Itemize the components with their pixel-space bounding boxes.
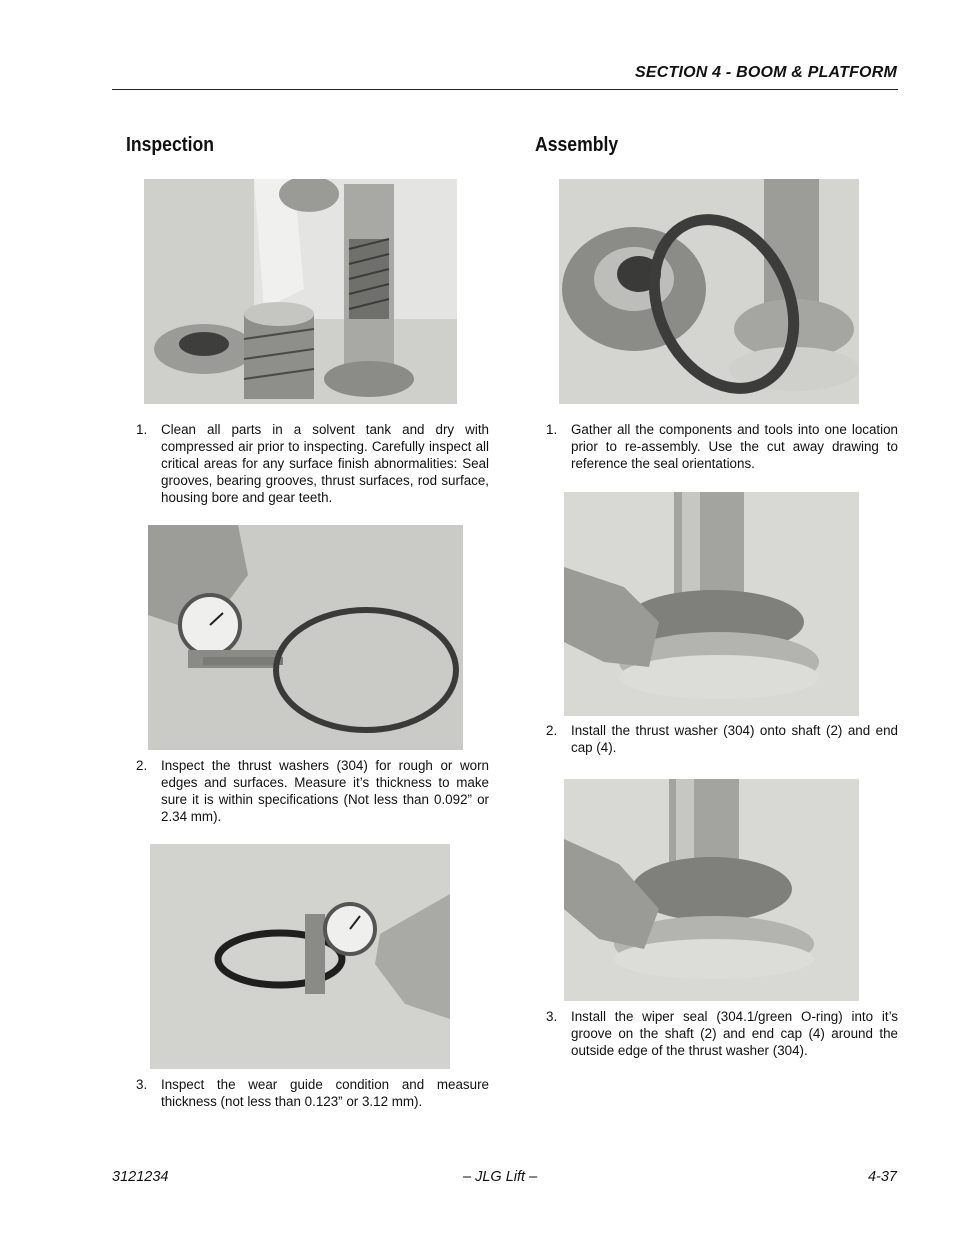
step-text: Inspect the wear guide condition and measure thickness (not less than 0.123” or 3.12 mm). bbox=[161, 1077, 489, 1109]
step-text: Gather all the components and tools into one location prior to re-assembly. Use the cut away drawing to reference the seal orientations. bbox=[571, 422, 898, 471]
step-text: Inspect the thrust washers (304) for rough or worn edges and surfaces. Measure it’s thickness to make sure it is within specifications (Not less than 0.092” or 2.34 mm). bbox=[161, 758, 489, 824]
photo-assembly-components bbox=[559, 179, 859, 404]
photo-measuring-thrust-washer bbox=[148, 525, 463, 750]
step-number: 2. bbox=[136, 758, 148, 773]
photo-install-thrust-washer bbox=[564, 492, 859, 716]
inspection-step-1 bbox=[136, 421, 489, 506]
footer-doc-number: 3121234 bbox=[112, 1169, 169, 1185]
assembly-heading: Assembly bbox=[535, 134, 619, 156]
step-text: Clean all parts in a solvent tank and dry with compressed air prior to inspecting. Carefully inspect all critical areas for any surface finish abnormalities: Seal grooves, bearing grooves, thrust surfaces, rod surface, housing bore and gear teeth. bbox=[161, 422, 489, 505]
inspection-heading: Inspection bbox=[126, 134, 215, 156]
photo-shaft-components bbox=[144, 179, 457, 404]
header-rule bbox=[112, 89, 898, 90]
step-number: 2. bbox=[546, 723, 558, 738]
assembly-step-3 bbox=[546, 1008, 898, 1059]
section-title: SECTION 4 - BOOM & PLATFORM bbox=[635, 64, 897, 81]
footer-page-number: 4-37 bbox=[867, 1169, 897, 1185]
inspection-step-3 bbox=[136, 1076, 489, 1110]
step-number: 1. bbox=[136, 422, 148, 437]
step-number: 3. bbox=[546, 1009, 558, 1024]
photo-install-wiper-seal bbox=[564, 779, 859, 1001]
inspection-step-2 bbox=[136, 757, 489, 825]
step-text: Install the thrust washer (304) onto shaft (2) and end cap (4). bbox=[571, 723, 898, 755]
footer-publisher: – JLG Lift – bbox=[463, 1169, 538, 1185]
assembly-step-1 bbox=[546, 421, 898, 472]
photo-measuring-wear-guide bbox=[150, 844, 450, 1069]
assembly-step-2 bbox=[546, 722, 898, 756]
step-number: 1. bbox=[546, 422, 558, 437]
step-number: 3. bbox=[136, 1077, 148, 1092]
step-text: Install the wiper seal (304.1/green O-ring) into it’s groove on the shaft (2) and end cap (4) around the outside edge of the thrust washer (304). bbox=[571, 1009, 898, 1058]
